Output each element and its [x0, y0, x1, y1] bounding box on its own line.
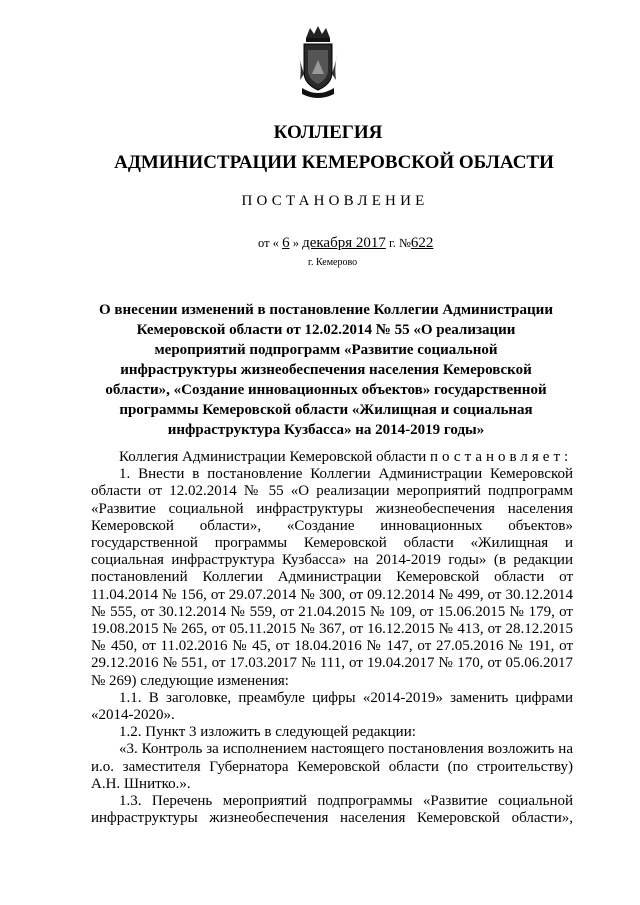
date-day: 6	[282, 235, 290, 251]
document-title: О внесении изменений в постановление Коллегии Администрации Кемеровской области от 12.02.2014 № 55 «О реализации мероприятий подпрограмм «Развитие социальной инфраструктуры жизнеобеспечения населения Кемеровской области», «Создание инновационных объектов» государственной программы Кемеровской области «Жилищная и социальная инфраструктура Кузбасса» на 2014-2019 годы»	[99, 302, 553, 438]
intro-prefix: Коллегия Администрации Кемеровской области	[119, 449, 427, 465]
date-year-suffix: г.	[388, 236, 396, 250]
doc-number: 622	[410, 235, 434, 251]
paragraph-1-1: 1.1. В заголовке, преамбуле цифры «2014-2019» заменить цифрами «2014-2020».	[91, 689, 573, 724]
org-line-1: КОЛЛЕГИЯ	[273, 122, 383, 143]
document-type: ПОСТАНОВЛЕНИЕ	[241, 193, 429, 209]
intro-decree: постановляет:	[430, 449, 573, 465]
paragraph-1-2-quote: «3. Контроль за исполнением настоящего постановления возложить на и.о. заместителя Губернатора Кемеровской области (по строительству) А.Н. Шнитко.».	[91, 741, 573, 792]
date-prefix: от «	[258, 236, 279, 250]
document-body	[91, 449, 573, 827]
intro-paragraph	[91, 449, 573, 466]
date-mid: »	[292, 236, 299, 250]
coat-of-arms-icon	[296, 24, 340, 102]
paragraph-1-3: 1.3. Перечень мероприятий подпрограммы «Развитие социальной инфраструктуры жизнеобеспечения населения Кемеровской области»,	[91, 793, 573, 827]
date-line	[258, 235, 433, 252]
date-month-year: декабря 2017	[302, 235, 386, 251]
city: г. Кемерово	[308, 257, 358, 268]
org-line-2: АДМИНИСТРАЦИИ КЕМЕРОВСКОЙ ОБЛАСТИ	[114, 152, 554, 173]
doc-number-label: №	[398, 236, 411, 250]
paragraph-1: 1. Внести в постановление Коллегии Администрации Кемеровской области от 12.02.2014 № 55 «О реализации мероприятий подпрограмм «Развитие социальной инфраструктуры жизнеобеспечения населения Кемеровской области», «Создание инновационных объектов» государственной программы Кемеровской области «Жилищная и социальная инфраструктура Кузбасса» на 2014-2019 годы» (в редакции постановлений Коллегии Администрации Кемеровской области от 11.04.2014 № 156, от 29.07.2014 № 300, от 09.12.2014 № 499, от 30.12.2014 № 555, от 30.12.2014 № 559, от 21.04.2015 № 109, от 15.06.2015 № 179, от 19.08.2015 № 265, от 05.11.2015 № 367, от 16.12.2015 № 413, от 28.12.2015 № 450, от 11.02.2016 № 45, от 18.04.2016 № 147, от 27.05.2016 № 191, от 29.12.2016 № 551, от 17.03.2017 № 111, от 19.04.2017 № 170, от 05.06.2017 № 269) следующие изменения:	[91, 466, 573, 689]
paragraph-1-2: 1.2. Пункт 3 изложить в следующей редакции:	[119, 724, 416, 741]
